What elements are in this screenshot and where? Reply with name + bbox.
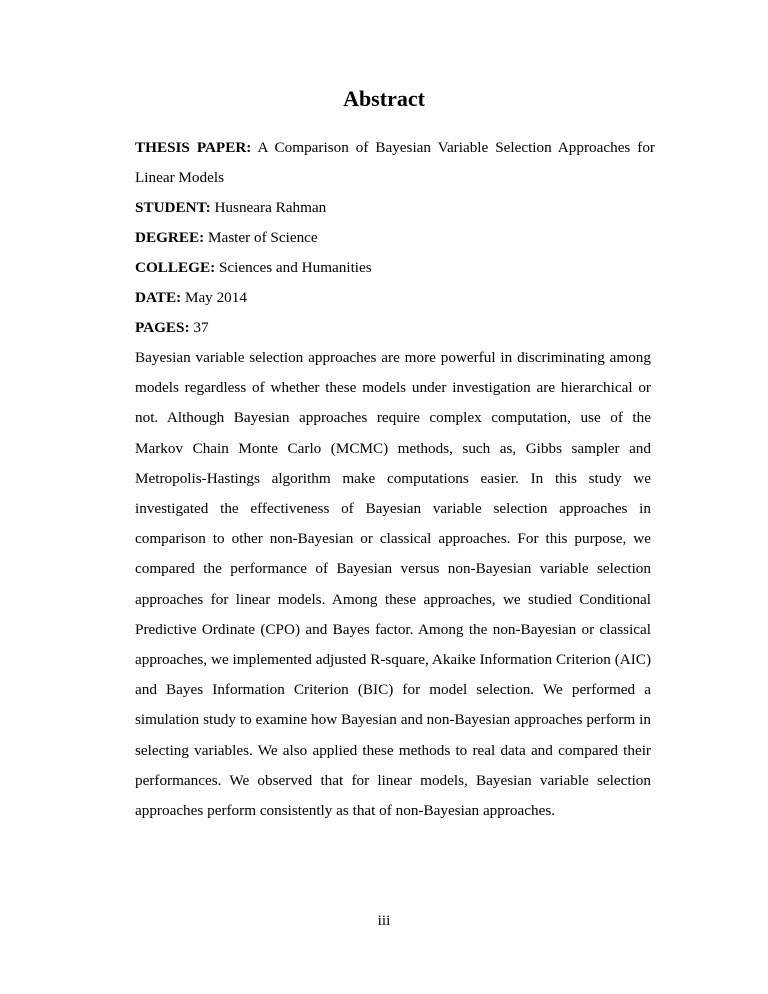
thesis-paper-label: THESIS PAPER: bbox=[135, 139, 252, 156]
college-field bbox=[135, 253, 655, 283]
degree-label: DEGREE: bbox=[135, 229, 205, 246]
student-field bbox=[135, 193, 655, 223]
thesis-paper-field bbox=[135, 133, 655, 193]
pages-field bbox=[135, 313, 655, 343]
student-value: Husneara Rahman bbox=[214, 199, 327, 216]
degree-value: Master of Science bbox=[208, 229, 318, 246]
page-number: iii bbox=[377, 912, 391, 929]
degree-field bbox=[135, 223, 655, 253]
date-field bbox=[135, 283, 655, 313]
pages-label: PAGES: bbox=[135, 319, 190, 336]
college-label: COLLEGE: bbox=[135, 259, 216, 276]
student-label: STUDENT: bbox=[135, 199, 211, 216]
page-title: Abstract bbox=[343, 86, 425, 111]
date-value: May 2014 bbox=[184, 289, 247, 306]
college-value: Sciences and Humanities bbox=[218, 259, 372, 276]
abstract-paragraph: Bayesian variable selection approaches are more powerful in discriminating among models regardless of whether these models under investigation are hierarchical or not. Although Bayesian approaches require complex computation, use of the Markov Chain Monte Carlo (MCMC) methods, such as, Gibbs sampler and Metropolis-Hastings algorithm make computations easier. In this study we investigated the effectiveness of Bayesian variable selection approaches in comparison to other non-Bayesian or classical approaches. For this purpose, we compared the performance of Bayesian versus non-Bayesian variable selection approaches for linear models. Among these approaches, we studied Conditional Predictive Ordinate (CPO) and Bayes factor. Among the non-Bayesian or classical approaches, we implemented adjusted R-square, Akaike Information Criterion (AIC) and Bayes Information Criterion (BIC) for model selection. We performed a simulation study to examine how Bayesian and non-Bayesian approaches perform in selecting variables. We also applied these methods to real data and compared their performances. We observed that for linear models, Bayesian variable selection approaches perform consistently as that of non-Bayesian approaches. bbox=[135, 349, 651, 820]
thesis-paper-value: A Comparison of Bayesian Variable Selection Approaches for Linear Models bbox=[135, 139, 655, 186]
date-label: DATE: bbox=[135, 289, 182, 306]
pages-value: 37 bbox=[193, 319, 209, 336]
